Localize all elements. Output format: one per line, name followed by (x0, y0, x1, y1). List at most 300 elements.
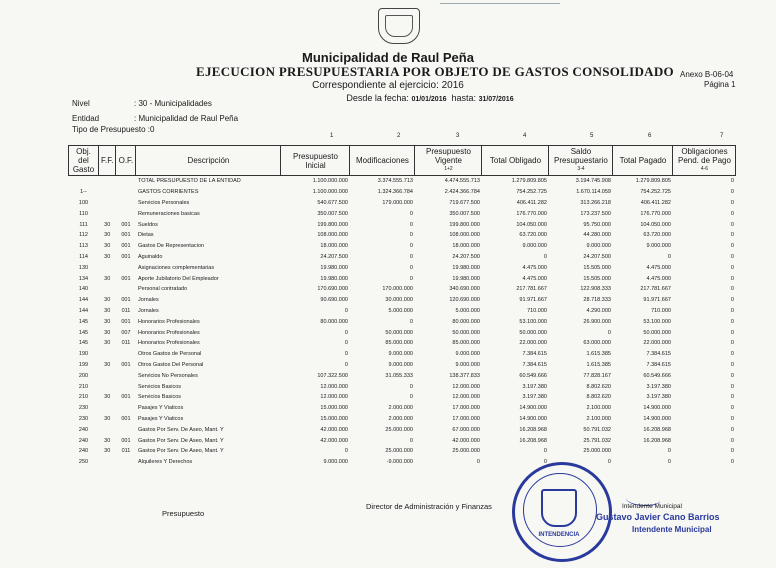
cell-inicial: 80.000.000 (320, 318, 348, 325)
table-row (69, 381, 736, 392)
cell-ff: 30 (104, 253, 111, 260)
cell-descripcion: Gastos Por Serv. De Aseo, Mant. Y (137, 448, 224, 455)
cell-obligado: 60.549.666 (519, 372, 547, 379)
cell-pagado: 104.050.000 (640, 221, 671, 228)
cell-modificaciones: 0 (409, 253, 413, 260)
cell-inicial: 19.980.000 (320, 264, 348, 271)
cell-modificaciones: 0 (409, 210, 413, 217)
cell-descripcion: Jornales (137, 297, 159, 304)
col-header-modificaciones: Modificaciones (350, 146, 415, 176)
cell-ff: 30 (104, 243, 111, 250)
cell-vigente: 85.000.000 (452, 340, 480, 347)
cell-ff: 30 (104, 297, 111, 304)
cell-modificaciones: 31.055.333 (385, 372, 413, 379)
cell-pendiente: 0 (730, 415, 734, 422)
cell-vigente: 4.474.555.713 (444, 178, 480, 185)
cell-ff: 30 (104, 448, 111, 455)
cell-pagado: 4.475.000 (646, 264, 671, 271)
cell-obj: 230 (78, 415, 89, 422)
municipal-crest-icon (378, 8, 420, 44)
cell-saldo: 44.280.000 (583, 232, 611, 239)
table-row (69, 446, 736, 457)
cell-of: 011 (121, 448, 131, 455)
cell-ff (99, 370, 116, 381)
cell-ff (99, 381, 116, 392)
table-row (69, 187, 736, 198)
table-row (69, 262, 736, 273)
cell-saldo: 25.000.000 (583, 448, 611, 455)
cell-pendiente: 0 (730, 297, 734, 304)
report-title: EJECUCION PRESUPUESTARIA POR OBJETO DE GASTOS CONSOLIDADO (196, 64, 674, 79)
cell-inicial: 0 (344, 307, 348, 314)
cell-of: 011 (121, 340, 131, 347)
page-number: Página 1 (704, 80, 736, 89)
table-row (69, 295, 736, 306)
cell-of (116, 208, 136, 219)
cell-modificaciones: 0 (409, 275, 413, 282)
cell-modificaciones: 0 (409, 383, 413, 390)
cell-pendiente: 0 (730, 275, 734, 282)
cell-obj: 199 (78, 361, 89, 368)
col-header-ff: F.F. (99, 146, 116, 176)
cell-descripcion: Dietas (137, 232, 154, 239)
cell-obligado: 63.720.000 (519, 232, 547, 239)
cell-of (116, 176, 136, 187)
cell-inicial: 15.000.000 (320, 405, 348, 412)
cell-vigente: 25.000.000 (452, 448, 480, 455)
cell-inicial: 350.007.500 (317, 210, 348, 217)
cell-of (116, 262, 136, 273)
cell-inicial: 540.677.500 (317, 199, 348, 206)
signature-intendente-name: Gustavo Javier Cano Barrios (596, 512, 720, 522)
cell-saldo: 15.505.000 (583, 275, 611, 282)
cell-obj: 210 (78, 383, 89, 390)
cell-obj: 190 (78, 351, 89, 358)
table-row (69, 316, 736, 327)
cell-of: 001 (121, 361, 131, 368)
cell-obj: 145 (78, 340, 89, 347)
cell-pagado: 22.000.000 (643, 340, 671, 347)
cell-obj: 140 (78, 286, 89, 293)
cell-obligado: 754.252.725 (516, 189, 547, 196)
cell-descripcion: Honorarios Profesionales (137, 340, 200, 347)
cell-vigente: 12.000.000 (452, 394, 480, 401)
cell-modificaciones: 2.000.000 (388, 415, 413, 422)
column-number: 2 (397, 133, 401, 139)
cell-of: 001 (121, 394, 131, 401)
cell-modificaciones: 85.000.000 (385, 340, 413, 347)
col-header-saldo-presupuestario (549, 146, 613, 176)
cell-vigente: 719.677.500 (449, 199, 480, 206)
table-row (69, 230, 736, 241)
cell-of (116, 457, 136, 468)
column-number: 3 (456, 133, 460, 139)
cell-pagado: 63.720.000 (643, 232, 671, 239)
cell-modificaciones: 170.000.000 (382, 286, 413, 293)
cell-obj: 144 (78, 307, 89, 314)
cell-descripcion: Otros Gastos Del Personal (137, 361, 204, 368)
cell-ff: 30 (104, 232, 111, 239)
cell-obligado: 406.411.282 (516, 199, 547, 206)
cell-saldo: 26.900.000 (583, 318, 611, 325)
nivel-label: Nivel (72, 99, 90, 108)
table-row (69, 273, 736, 284)
saldo-formula: 3-4 (577, 166, 585, 172)
cell-pagado: 16.208.968 (643, 437, 671, 444)
cell-saldo: 2.100.000 (586, 415, 611, 422)
cell-pendiente: 0 (730, 189, 734, 196)
cell-pagado: 7.384.615 (646, 361, 671, 368)
cell-of: 001 (121, 221, 131, 228)
cell-vigente: 19.980.000 (452, 264, 480, 271)
cell-of: 001 (121, 415, 131, 422)
cell-modificaciones: 0 (409, 221, 413, 228)
cell-obj: 1-- (80, 189, 87, 196)
cell-pendiente: 0 (730, 329, 734, 336)
vigente-formula: 1+2 (444, 166, 453, 172)
cell-modificaciones: 2.000.000 (388, 405, 413, 412)
table-row (69, 424, 736, 435)
cell-of: 001 (121, 253, 131, 260)
column-number: 5 (590, 133, 594, 139)
cell-modificaciones: 0 (409, 394, 413, 401)
table-row (69, 403, 736, 414)
cell-pendiente: 0 (730, 394, 734, 401)
cell-obj: 240 (78, 448, 89, 455)
cell-inicial: 199.800.000 (317, 221, 348, 228)
cell-obligado: 0 (543, 253, 547, 260)
cell-ff: 30 (104, 329, 111, 336)
cell-descripcion: Servicios Personales (137, 199, 190, 206)
cell-obj: 230 (78, 405, 89, 412)
cell-descripcion: Pasajes Y Viaticos (137, 405, 184, 412)
cell-vigente: 67.000.000 (452, 426, 480, 433)
cell-inicial: 9.000.000 (323, 459, 348, 466)
cell-modificaciones: 25.000.000 (385, 448, 413, 455)
cell-of (116, 424, 136, 435)
cell-inicial: 170.690.000 (317, 286, 348, 293)
cell-pendiente: 0 (730, 264, 734, 271)
col-header-total-pagado: Total Pagado (613, 146, 673, 176)
cell-modificaciones: 5.000.000 (388, 307, 413, 314)
cell-saldo: 63.000.000 (583, 340, 611, 347)
cell-obj: 134 (78, 275, 89, 282)
report-date-range (0, 93, 776, 103)
signature-intendente-role: Intendente Municipal (632, 525, 712, 534)
cell-obligado: 104.050.000 (516, 221, 547, 228)
cell-of (116, 381, 136, 392)
cell-pendiente: 0 (730, 286, 734, 293)
cell-descripcion: Sueldos (137, 221, 158, 228)
cell-obligado: 176.770.000 (516, 210, 547, 217)
cell-obligado: 9.000.000 (522, 243, 547, 250)
cell-modificaciones: 9.000.000 (388, 351, 413, 358)
cell-pendiente: 0 (730, 459, 734, 466)
cell-ff: 30 (104, 221, 111, 228)
cell-ff: 30 (104, 361, 111, 368)
cell-of: 001 (121, 243, 131, 250)
cell-pendiente: 0 (730, 351, 734, 358)
column-number: 4 (523, 133, 527, 139)
cell-ff: 30 (104, 307, 111, 314)
municipality-name: Municipalidad de Raul Peña (302, 50, 474, 65)
column-number: 7 (720, 133, 724, 139)
cell-modificaciones: 30.000.000 (385, 297, 413, 304)
table-row (69, 208, 736, 219)
cell-pendiente: 0 (730, 210, 734, 217)
cell-pagado: 0 (667, 253, 671, 260)
cell-vigente: 138.377.833 (449, 372, 480, 379)
cell-saldo: 50.791.032 (583, 426, 611, 433)
cell-obj: 113 (79, 243, 88, 250)
cell-obligado: 217.781.667 (516, 286, 547, 293)
budget-execution-table (68, 145, 736, 468)
cell-ff: 30 (104, 318, 111, 325)
cell-saldo: 1.615.385 (586, 361, 611, 368)
cell-inicial: 12.000.000 (320, 394, 348, 401)
cell-obligado: 16.208.968 (519, 426, 547, 433)
cell-modificaciones: 3.374.555.713 (377, 178, 413, 185)
cell-pagado: 176.770.000 (640, 210, 671, 217)
cell-of (116, 198, 136, 209)
cell-vigente: 18.000.000 (452, 243, 480, 250)
cell-inicial: 1.100.000.000 (312, 189, 348, 196)
cell-descripcion: Asignaciones complementarias (137, 264, 215, 271)
cell-ff: 30 (104, 415, 111, 422)
cell-descripcion: Gastos Por Serv. De Aseo, Mant. Y (137, 437, 224, 444)
nivel-value: : 30 - Municipalidades (134, 99, 212, 108)
cell-descripcion: GASTOS CORRIENTES (137, 189, 199, 196)
cell-vigente: 42.000.000 (452, 437, 480, 444)
cell-of (116, 403, 136, 414)
cell-pendiente: 0 (730, 221, 734, 228)
cell-pendiente: 0 (730, 232, 734, 239)
table-row (69, 327, 736, 338)
col-header-obj: Obj. del Gasto (69, 146, 99, 176)
table-row (69, 198, 736, 209)
cell-modificaciones: 0 (409, 318, 413, 325)
cell-pagado: 4.475.000 (646, 275, 671, 282)
cell-vigente: 17.000.000 (452, 415, 480, 422)
cell-inicial: 19.980.000 (320, 275, 348, 282)
table-header-row (69, 146, 736, 176)
from-label: Desde la fecha: (346, 93, 409, 103)
cell-vigente: 350.007.500 (449, 210, 480, 217)
table-row (69, 349, 736, 360)
cell-obligado: 53.100.000 (519, 318, 547, 325)
cell-obj: 200 (78, 372, 89, 379)
cell-obj: 111 (79, 221, 88, 228)
saldo-label: Saldo Presupuestario (554, 147, 608, 165)
cell-inicial: 18.000.000 (320, 243, 348, 250)
cell-saldo: 122.908.333 (580, 286, 611, 293)
cell-ff (99, 403, 116, 414)
cell-saldo: 0 (607, 329, 611, 336)
cell-pagado: 710.000 (651, 307, 671, 314)
cell-saldo: 3.194.745.908 (575, 178, 611, 185)
cell-obj: 145 (78, 318, 89, 325)
cell-descripcion: Alquileres Y Derechos (137, 459, 193, 466)
cell-inicial: 108.000.000 (317, 232, 348, 239)
cell-descripcion: Jornales (137, 307, 159, 314)
cell-pendiente: 0 (730, 405, 734, 412)
cell-pagado: 14.900.000 (643, 415, 671, 422)
table-row (69, 360, 736, 371)
cell-descripcion: TOTAL PRESUPUESTO DE LA ENTIDAD (137, 178, 241, 185)
cell-obj: 110 (79, 210, 88, 217)
cell-saldo: 25.791.032 (583, 437, 611, 444)
cell-vigente: 199.800.000 (449, 221, 480, 228)
cell-vigente: 2.424.366.784 (444, 189, 480, 196)
cell-of: 001 (121, 437, 131, 444)
cell-obligado: 7.384.615 (522, 351, 547, 358)
cell-obligado: 50.000.000 (519, 329, 547, 336)
column-number: 6 (648, 133, 652, 139)
cell-pendiente: 0 (730, 199, 734, 206)
cell-obligado: 0 (543, 459, 547, 466)
cell-saldo: 0 (607, 459, 611, 466)
cell-obligado: 0 (543, 448, 547, 455)
cell-pendiente: 0 (730, 437, 734, 444)
cell-ff (99, 349, 116, 360)
cell-obligado: 16.208.968 (519, 437, 547, 444)
cell-inicial: 15.000.000 (320, 415, 348, 422)
cell-pendiente: 0 (730, 340, 734, 347)
cell-ff (99, 198, 116, 209)
cell-obligado: 3.197.380 (522, 394, 547, 401)
cell-descripcion: Servicios Basicos (137, 394, 182, 401)
col-header-total-obligado: Total Obligado (482, 146, 549, 176)
column-number: 1 (330, 133, 334, 139)
table-row (69, 414, 736, 425)
cell-pagado: 91.971.667 (643, 297, 671, 304)
cell-modificaciones: 9.000.000 (388, 361, 413, 368)
table-row (69, 392, 736, 403)
cell-ff (99, 284, 116, 295)
cell-inicial: 0 (344, 340, 348, 347)
vigente-label: Presupuesto Vigente (425, 147, 471, 165)
cell-of (116, 370, 136, 381)
table-row (69, 252, 736, 263)
cell-modificaciones: 0 (409, 264, 413, 271)
cell-inicial: 1.100.000.000 (312, 178, 348, 185)
cell-pagado: 217.781.667 (640, 286, 671, 293)
cell-pagado: 0 (667, 448, 671, 455)
cell-saldo: 173.237.500 (580, 210, 611, 217)
col-header-descripcion: Descripción (136, 146, 281, 176)
cell-obligado: 710.000 (527, 307, 547, 314)
cell-saldo: 9.000.000 (586, 243, 611, 250)
cell-obj: 130 (78, 264, 89, 271)
table-row (69, 219, 736, 230)
cell-pagado: 60.549.666 (643, 372, 671, 379)
cell-pagado: 7.384.615 (646, 351, 671, 358)
cell-vigente: 50.000.000 (452, 329, 480, 336)
cell-saldo: 24.207.500 (583, 253, 611, 260)
signature-presupuesto: Presupuesto (162, 509, 205, 518)
cell-modificaciones: 0 (409, 243, 413, 250)
cell-descripcion: Honorarios Profesionales (137, 318, 200, 325)
cell-pagado: 53.100.000 (643, 318, 671, 325)
cell-inicial: 0 (344, 448, 348, 455)
seal-label: INTENDENCIA (538, 532, 580, 538)
cell-obj (69, 176, 99, 187)
cell-obligado: 3.197.380 (522, 383, 547, 390)
cell-inicial: 0 (344, 351, 348, 358)
cell-pagado: 3.197.380 (646, 383, 671, 390)
cell-modificaciones: -9.000.000 (386, 459, 413, 466)
cell-pendiente: 0 (730, 426, 734, 433)
cell-vigente: 80.000.000 (452, 318, 480, 325)
table-row (69, 284, 736, 295)
cell-of: 011 (121, 307, 131, 314)
cell-modificaciones: 179.000.000 (382, 199, 413, 206)
cell-inicial: 24.207.500 (320, 253, 348, 260)
table-row (69, 241, 736, 252)
cell-obj: 112 (79, 232, 88, 239)
table-row (69, 338, 736, 349)
cell-pagado: 9.000.000 (646, 243, 671, 250)
signature-intendente-title: Intendente Municipal (622, 503, 682, 510)
table-row (69, 176, 736, 187)
cell-ff: 30 (104, 437, 111, 444)
cell-descripcion: Remuneraciones basicas (137, 210, 200, 217)
cell-descripcion: Aporte Jubilatorio Del Empleador (137, 275, 219, 282)
cell-pagado: 406.411.282 (640, 199, 671, 206)
entidad-value: : Municipalidad de Raul Peña (134, 114, 239, 123)
cell-of (116, 187, 136, 198)
cell-ff (99, 457, 116, 468)
cell-inicial: 107.322.500 (317, 372, 348, 379)
cell-vigente: 19.980.000 (452, 275, 480, 282)
cell-of: 001 (121, 318, 131, 325)
cell-pagado: 1.279.809.805 (635, 178, 671, 185)
cell-vigente: 12.000.000 (452, 383, 480, 390)
cell-descripcion: Pasajes Y Viaticos (137, 415, 184, 422)
cell-saldo: 8.802.620 (586, 394, 611, 401)
table-row (69, 457, 736, 468)
signature-director: Director de Administración y Finanzas (366, 502, 492, 511)
cell-modificaciones: 0 (409, 437, 413, 444)
cell-of: 001 (121, 232, 131, 239)
cell-pendiente: 0 (730, 372, 734, 379)
entidad-label: Entidad (72, 114, 100, 123)
cell-saldo: 15.505.000 (583, 264, 611, 271)
annex-code: Anexo B-06-04 (680, 70, 734, 79)
cell-obj: 114 (79, 253, 88, 260)
cell-obj: 250 (78, 459, 89, 466)
cell-modificaciones: 25.000.000 (385, 426, 413, 433)
cell-of: 007 (121, 329, 131, 336)
cell-pendiente: 0 (730, 448, 734, 455)
cell-ff (99, 176, 116, 187)
cell-obligado: 22.000.000 (519, 340, 547, 347)
cell-descripcion: Aguinaldo (137, 253, 163, 260)
cell-pendiente: 0 (730, 361, 734, 368)
cell-pagado: 16.208.968 (643, 426, 671, 433)
cell-ff: 30 (104, 340, 111, 347)
cell-ff: 30 (104, 275, 111, 282)
cell-obj: 240 (78, 437, 89, 444)
cell-pagado: 3.197.380 (646, 394, 671, 401)
cell-ff (99, 187, 116, 198)
cell-descripcion: Otros Gastos de Personal (137, 351, 202, 358)
cell-inicial: 0 (344, 329, 348, 336)
cell-obligado: 4.475.000 (522, 264, 547, 271)
col-header-presupuesto-vigente (415, 146, 482, 176)
cell-modificaciones: 50.000.000 (385, 329, 413, 336)
cell-vigente: 0 (476, 459, 480, 466)
